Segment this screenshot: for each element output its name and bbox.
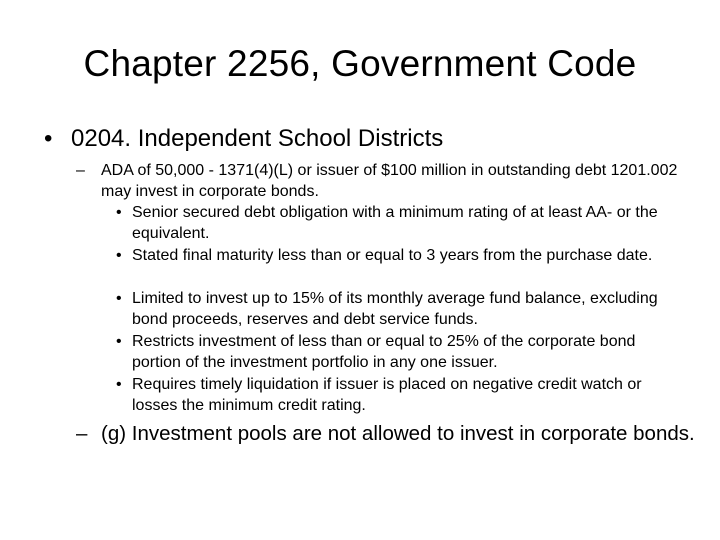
list-item-text: Restricts investment of less than or equal to 25% of the corporate bond portion of the investment portfolio in any one issuer. [132, 333, 636, 371]
list-item-liquidation [116, 375, 676, 416]
bullet-marker: • [116, 290, 122, 307]
main-bullet-text: 0204. Independent School Districts [71, 125, 444, 152]
list-item-text: Stated final maturity less than or equal to 3 years from the purchase date. [132, 247, 653, 264]
bullet-marker: • [116, 204, 122, 221]
sub-bullet-investment-pools [76, 422, 696, 446]
slide-title: Chapter 2256, Government Code [83, 43, 637, 84]
bullet-marker: • [44, 125, 53, 152]
bullet-marker: • [116, 247, 122, 264]
sub-bullet-text: (g) Investment pools are not allowed to invest in corporate bonds. [101, 422, 695, 445]
dash-marker: – [76, 162, 85, 179]
list-item-text: Senior secured debt obligation with a minimum rating of at least AA- or the equivalent. [132, 204, 658, 242]
bullet-marker: • [116, 333, 122, 350]
list-item-text: Limited to invest up to 15% of its monthly average fund balance, excluding bond proceeds, reserves and debt service funds. [132, 290, 658, 328]
list-item-maturity [116, 246, 676, 267]
dash-marker: – [76, 422, 88, 445]
sub-bullet-corporate-bonds [76, 161, 696, 202]
list-item-issuer-restriction [116, 332, 676, 373]
list-item-text: Requires timely liquidation if issuer is placed on negative credit watch or losses the minimum credit rating. [132, 376, 642, 414]
sub-bullet-text: ADA of 50,000 - 1371(4)(L) or issuer of $100 million in outstanding debt 1201.002 may invest in corporate bonds. [101, 162, 678, 200]
list-item-limit [116, 289, 676, 330]
list-item-rating [116, 203, 676, 244]
bullet-marker: • [116, 376, 122, 393]
